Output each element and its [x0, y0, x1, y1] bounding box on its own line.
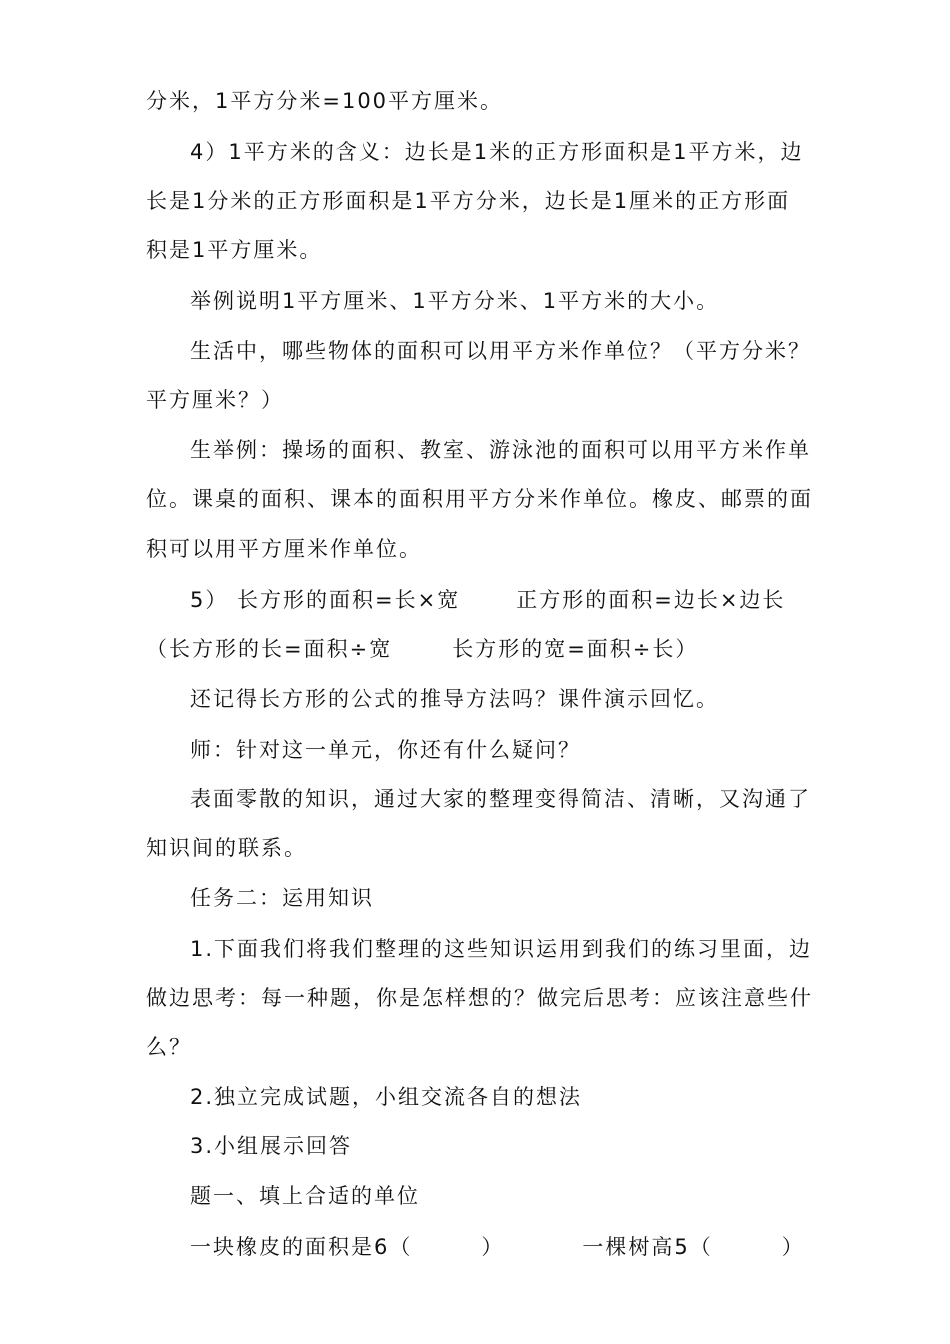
- text-line: 举例说明1平方厘米、1平方分米、1平方米的大小。: [190, 289, 720, 313]
- formula-line: [146, 634, 698, 664]
- question-tree-height: 一棵树高5（ ）: [582, 1235, 805, 1259]
- square-area-formula: 正方形的面积=边长×边长: [516, 588, 786, 612]
- text-line: 长是1分米的正方形面积是1平方分米，边长是1厘米的正方形面: [146, 189, 791, 213]
- text-line: 分米，1平方分米=100平方厘米。: [146, 89, 504, 113]
- rectangle-width-formula: 长方形的宽=面积÷长）: [452, 637, 699, 661]
- question-heading: 题一、填上合适的单位: [190, 1184, 420, 1208]
- text-line: 生活中，哪些物体的面积可以用平方米作单位？（平方分米？: [190, 339, 811, 363]
- text-line: 生举例：操场的面积、教室、游泳池的面积可以用平方米作单: [190, 438, 811, 462]
- question-line: [190, 1232, 805, 1262]
- text-line: 么？: [146, 1035, 192, 1059]
- text-line: 3.小组展示回答: [190, 1134, 353, 1158]
- text-line: 1.下面我们将我们整理的这些知识运用到我们的练习里面，边: [190, 937, 813, 961]
- text-line: 积可以用平方厘米作单位。: [146, 537, 422, 561]
- rectangle-area-formula: 5） 长方形的面积=长×宽: [190, 588, 461, 612]
- section-heading: 任务二：运用知识: [190, 886, 374, 910]
- text-line: 4）1平方米的含义：边长是1米的正方形面积是1平方米，边: [190, 140, 804, 164]
- rectangle-length-formula: （长方形的长=面积÷宽: [146, 637, 393, 661]
- text-line: 还记得长方形的公式的推导方法吗？课件演示回忆。: [190, 687, 719, 711]
- text-line: 表面零散的知识，通过大家的整理变得简洁、清晰，又沟通了: [190, 787, 811, 811]
- text-line: 位。课桌的面积、课本的面积用平方分米作单位。橡皮、邮票的面: [146, 487, 813, 511]
- formula-line: [190, 585, 785, 615]
- text-line: 师：针对这一单元，你还有什么疑问？: [190, 738, 581, 762]
- text-line: 做边思考：每一种题，你是怎样想的？做完后思考：应该注意些什: [146, 986, 813, 1010]
- text-line: 积是1平方厘米。: [146, 238, 323, 262]
- text-line: 平方厘米？）: [146, 388, 284, 412]
- question-eraser-area: 一块橡皮的面积是6（ ）: [190, 1235, 505, 1259]
- text-line: 知识间的联系。: [146, 836, 307, 860]
- text-line: 2.独立完成试题，小组交流各自的想法: [190, 1085, 583, 1109]
